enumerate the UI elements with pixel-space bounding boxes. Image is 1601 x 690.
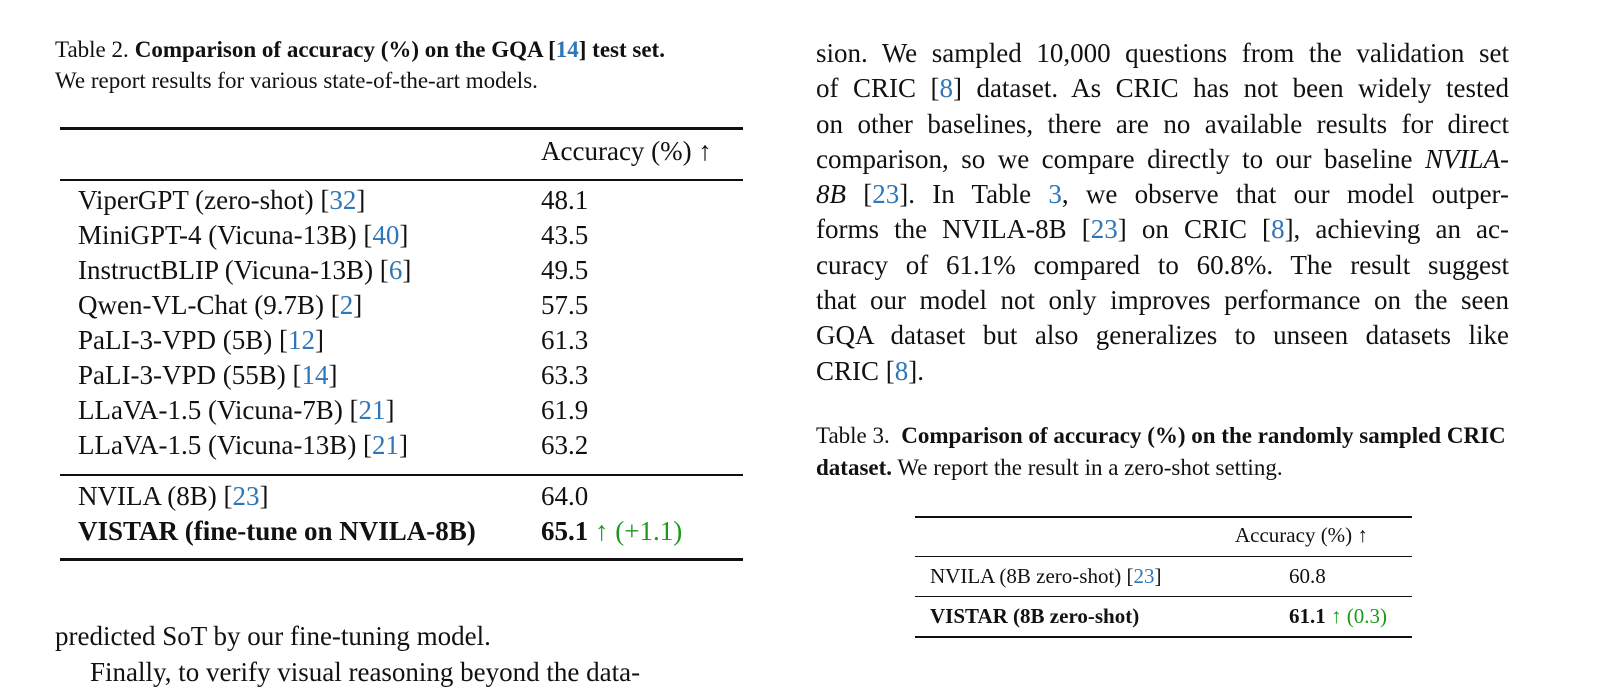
table3-caption-title: Comparison of accuracy (%) on the randomly sampled CRIC dataset.	[816, 423, 1506, 480]
citation-link[interactable]: 8	[894, 355, 909, 386]
table2-model-ours: VISTAR (fine-tune on NVILA-8B)	[78, 516, 476, 546]
table2-caption: Table 2. Comparison of accuracy (%) on the GQA [14] test set. We report results for various state-of-the-art models.	[55, 37, 665, 93]
table2-row	[60, 255, 743, 290]
table2-row	[60, 290, 743, 325]
citation-link[interactable]: 40	[372, 220, 400, 250]
citation-link[interactable]: 21	[358, 395, 386, 425]
citation-link[interactable]: 3	[1048, 179, 1062, 210]
table2-caption-title: Comparison of accuracy (%) on the GQA [	[134, 37, 556, 62]
table2-model: InstructBLIP (Vicuna-13B) [6]	[78, 255, 412, 285]
table2-model: PaLI-3-VPD (5B) [12]	[78, 325, 324, 355]
table2-accuracy: 63.3	[541, 360, 589, 390]
table3-caption-description: We report the result in a zero-shot setting.	[897, 455, 1283, 480]
table2-model: NVILA (8B) [23]	[78, 481, 269, 511]
citation-link[interactable]: 14	[301, 360, 329, 390]
table3-bottom-rule	[915, 636, 1412, 638]
paragraph-line: that our model not only improves performance on the seen	[816, 285, 1509, 316]
table2-midrule	[60, 474, 743, 476]
table2-header-row	[60, 136, 743, 171]
table3-accuracy-ours: 61.1 ↑ (0.3)	[1289, 604, 1387, 628]
table3-model-ours: VISTAR (8B zero-shot)	[930, 604, 1140, 628]
table2-header-accuracy: Accuracy (%) ↑	[541, 136, 712, 166]
body-text-line: Finally, to verify visual reasoning beyond the data-	[90, 657, 641, 687]
citation-link[interactable]: 23	[232, 481, 260, 511]
table3-midrule	[915, 596, 1412, 597]
table2-row	[60, 325, 743, 360]
table2-row	[60, 220, 743, 255]
citation-link[interactable]: 23	[1133, 564, 1155, 588]
table3-header-rule	[915, 556, 1412, 557]
citation-link[interactable]: 32	[329, 185, 357, 215]
paragraph-line: CRIC [8].	[816, 355, 925, 386]
improvement-delta: ↑ (+1.1)	[595, 516, 683, 546]
citation-link[interactable]: 21	[372, 430, 400, 460]
citation-link[interactable]: 8	[1271, 214, 1285, 245]
citation-link[interactable]: 12	[287, 325, 315, 355]
table2-accuracy: 48.1	[541, 185, 589, 215]
table3-model: NVILA (8B zero-shot) [23]	[930, 564, 1162, 588]
table2-accuracy: 57.5	[541, 290, 589, 320]
paragraph-line: sion. We sampled 10,000 questions from the validation set	[816, 38, 1509, 68]
table2-row	[60, 360, 743, 395]
table2-accuracy: 43.5	[541, 220, 589, 250]
table3-caption	[816, 420, 1509, 484]
paragraph-line: of CRIC [8] dataset. As CRIC has not been widely tested	[816, 73, 1509, 104]
citation-link[interactable]: 6	[388, 255, 403, 285]
paragraph-line: GQA dataset but also generalizes to unseen datasets like	[816, 320, 1509, 351]
citation-link[interactable]: 23	[872, 179, 900, 210]
table2-caption-description: We report results for various state-of-the-art models.	[55, 68, 538, 93]
table2-accuracy: 63.2	[541, 430, 589, 460]
table2-bottom-rule	[60, 558, 743, 561]
table3-caption-label: Table 3.	[816, 423, 890, 448]
citation-link[interactable]: 8	[939, 73, 953, 104]
citation-link[interactable]: 14	[555, 37, 579, 62]
paragraph-line: curacy of 61.1% compared to 60.8%. The result suggest	[816, 249, 1509, 280]
table2-model: PaLI-3-VPD (55B) [14]	[78, 360, 338, 390]
table2-caption-label: Table 2.	[55, 37, 129, 62]
table2-accuracy: 64.0	[541, 481, 589, 511]
citation-link[interactable]: 23	[1090, 214, 1118, 245]
table2-top-rule	[60, 127, 743, 130]
paragraph-line: 8B [23]. In Table 3, we observe that our model outper-	[816, 179, 1509, 210]
improvement-delta: ↑ (0.3)	[1331, 604, 1387, 628]
table3-accuracy: 60.8	[1289, 564, 1326, 588]
table2-row	[60, 185, 743, 220]
table2-model: LLaVA-1.5 (Vicuna-7B) [21]	[78, 395, 395, 425]
table2-accuracy: 49.5	[541, 255, 589, 285]
table2-model: ViperGPT (zero-shot) [32]	[78, 185, 366, 215]
table2-row	[60, 430, 743, 465]
table2-accuracy: 61.3	[541, 325, 589, 355]
citation-link[interactable]: 2	[339, 290, 354, 320]
body-text-line: predicted SoT by our fine-tuning model.	[55, 621, 491, 651]
table2-row-ours	[60, 516, 743, 551]
table3-header-accuracy: Accuracy (%) ↑	[1235, 523, 1368, 547]
table2-header-rule	[60, 179, 743, 181]
table2-model: LLaVA-1.5 (Vicuna-13B) [21]	[78, 430, 409, 460]
paragraph-line: on other baselines, there are no available results for direct	[816, 108, 1509, 139]
table3-top-rule	[915, 516, 1412, 518]
paragraph-line: forms the NVILA-8B [23] on CRIC [8], achieving an ac-	[816, 214, 1510, 245]
table2-row	[60, 395, 743, 430]
table2-model: MiniGPT-4 (Vicuna-13B) [40]	[78, 220, 409, 250]
body-paragraph	[816, 36, 1509, 389]
paragraph-line: comparison, so we compare directly to our baseline NVILA-	[816, 143, 1509, 174]
table2-accuracy-ours: 65.1 ↑ (+1.1)	[541, 516, 683, 546]
table2-row-baseline	[60, 481, 743, 516]
table2-model: Qwen-VL-Chat (9.7B) [2]	[78, 290, 363, 320]
table2-accuracy: 61.9	[541, 395, 589, 425]
